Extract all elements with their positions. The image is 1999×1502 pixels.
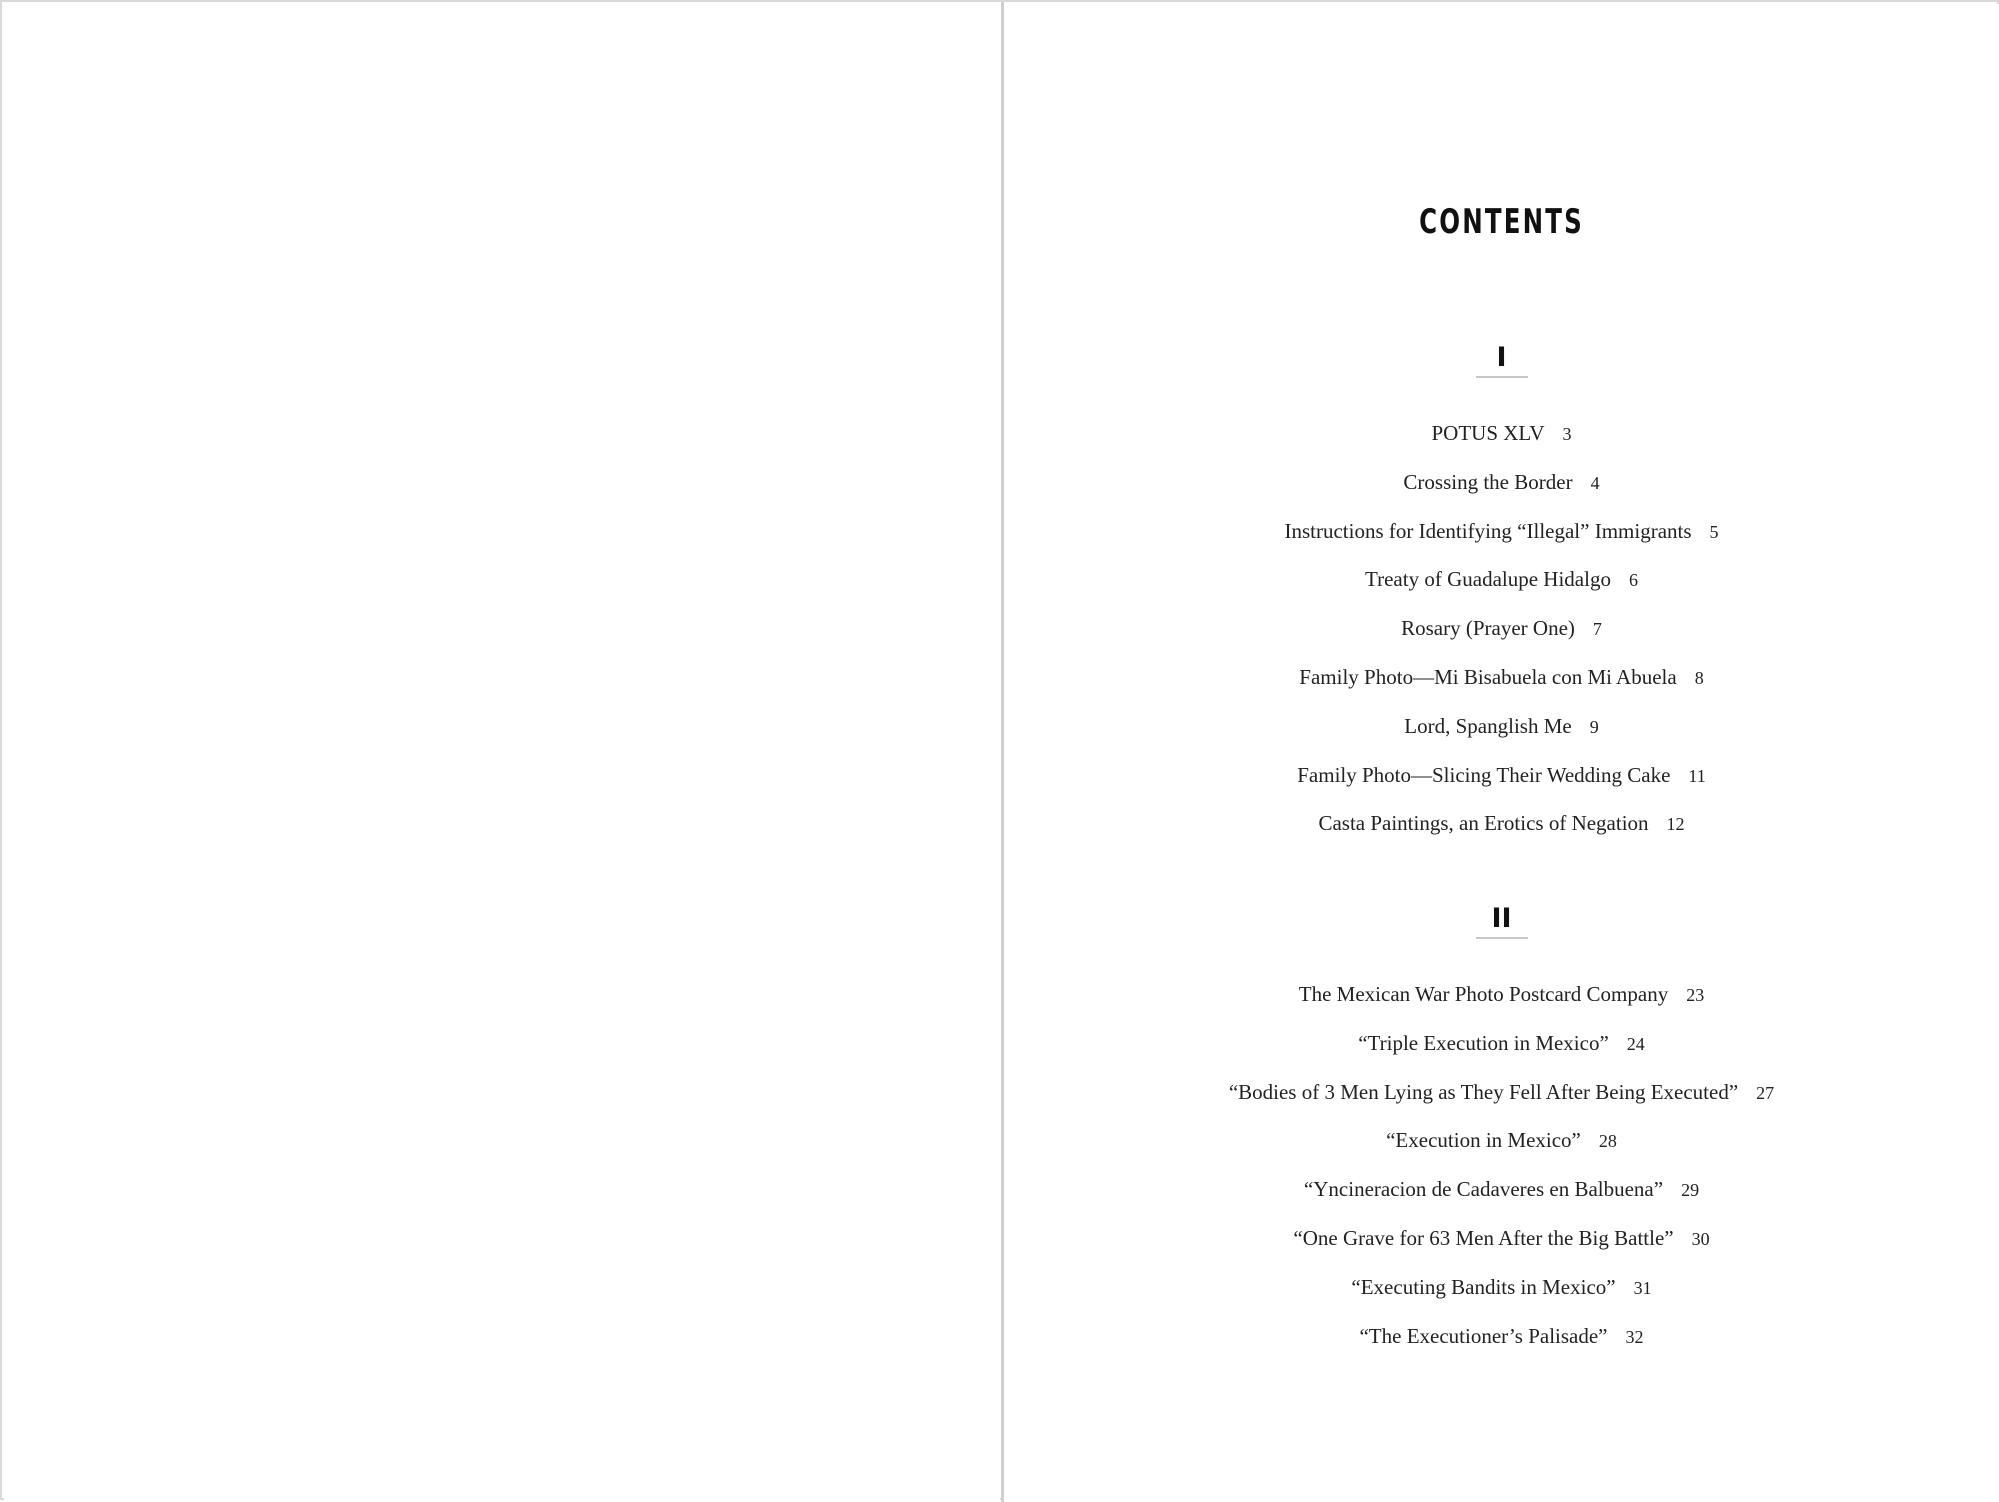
part-heading-ii	[1004, 903, 1999, 939]
entry-title: Lord, Spanglish Me	[1404, 713, 1572, 738]
entry-page-number: 11	[1688, 765, 1706, 786]
entry-title: Casta Paintings, an Erotics of Negation	[1318, 811, 1649, 836]
toc-entry[interactable]	[1004, 1270, 1999, 1319]
toc-entry[interactable]	[1004, 611, 1999, 660]
toc-entry[interactable]	[1004, 660, 1999, 709]
entry-title: Rosary (Prayer One)	[1401, 616, 1575, 641]
entry-title: The Mexican War Photo Postcard Company	[1298, 982, 1669, 1006]
toc-entry[interactable]	[1004, 1026, 1999, 1075]
part-numeral: I	[1476, 342, 1528, 378]
entry-page-number: 9	[1589, 716, 1599, 737]
toc-entry[interactable]	[1004, 709, 1999, 758]
entry-page-number: 30	[1691, 1228, 1710, 1249]
toc-entry[interactable]	[1004, 514, 1999, 563]
entry-page-number: 12	[1666, 814, 1685, 835]
toc-entry[interactable]	[1004, 977, 1999, 1026]
toc-entry[interactable]	[1004, 465, 1999, 514]
right-page	[1004, 4, 1999, 1500]
entry-title: Family Photo—Mi Bisabuela con Mi Abuela	[1299, 664, 1677, 689]
entry-title: Family Photo—Slicing Their Wedding Cake	[1297, 762, 1671, 787]
left-page-blank	[4, 4, 1000, 1500]
entry-title: “The Executioner’s Palisade”	[1359, 1323, 1608, 1348]
entry-page-number: 7	[1592, 619, 1602, 640]
entry-title: Treaty of Guadalupe Hidalgo	[1365, 567, 1611, 592]
entry-page-number: 23	[1686, 985, 1705, 1005]
entry-page-number: 3	[1562, 424, 1572, 444]
toc-entry[interactable]	[1004, 1172, 1999, 1221]
entry-page-number: 31	[1633, 1277, 1652, 1298]
toc-entry[interactable]	[1004, 1319, 1999, 1368]
part-numeral: II	[1476, 903, 1528, 939]
toc-entry[interactable]	[1004, 1221, 1999, 1270]
entry-page-number: 29	[1681, 1180, 1700, 1201]
entry-page-number: 28	[1598, 1131, 1617, 1152]
entry-page-number: 8	[1694, 667, 1704, 688]
toc-entry[interactable]	[1004, 758, 1999, 807]
entry-title: “Yncineracion de Cadaveres en Balbuena”	[1303, 1177, 1664, 1202]
entry-page-number: 32	[1625, 1326, 1644, 1347]
entry-title: “Execution in Mexico”	[1386, 1128, 1581, 1153]
toc-entry[interactable]	[1004, 806, 1999, 855]
entry-title: “Executing Bandits in Mexico”	[1351, 1274, 1616, 1299]
part-heading-i	[1004, 342, 1999, 378]
entry-title: POTUS XLV	[1431, 421, 1545, 445]
entry-page-number: 27	[1756, 1082, 1775, 1103]
toc-entry[interactable]	[1004, 1075, 1999, 1124]
entry-title: “One Grave for 63 Men After the Big Battle”	[1293, 1225, 1674, 1250]
contents-heading: CONTENTS	[1419, 202, 1584, 242]
entry-page-number: 24	[1626, 1033, 1645, 1054]
part-ii-entry-list	[1004, 977, 1999, 1367]
entry-title: Crossing the Border	[1403, 469, 1573, 494]
toc-entry[interactable]	[1004, 1123, 1999, 1172]
entry-title: “Bodies of 3 Men Lying as They Fell After Being Executed”	[1228, 1079, 1739, 1104]
toc-entry[interactable]	[1004, 562, 1999, 611]
entry-title: Instructions for Identifying “Illegal” Immigrants	[1284, 518, 1692, 543]
entry-page-number: 5	[1709, 521, 1719, 542]
part-i-entry-list	[1004, 416, 1999, 855]
entry-page-number: 4	[1590, 472, 1600, 493]
entry-page-number: 6	[1628, 570, 1638, 591]
toc-entry[interactable]	[1004, 416, 1999, 465]
entry-title: “Triple Execution in Mexico”	[1358, 1030, 1609, 1055]
